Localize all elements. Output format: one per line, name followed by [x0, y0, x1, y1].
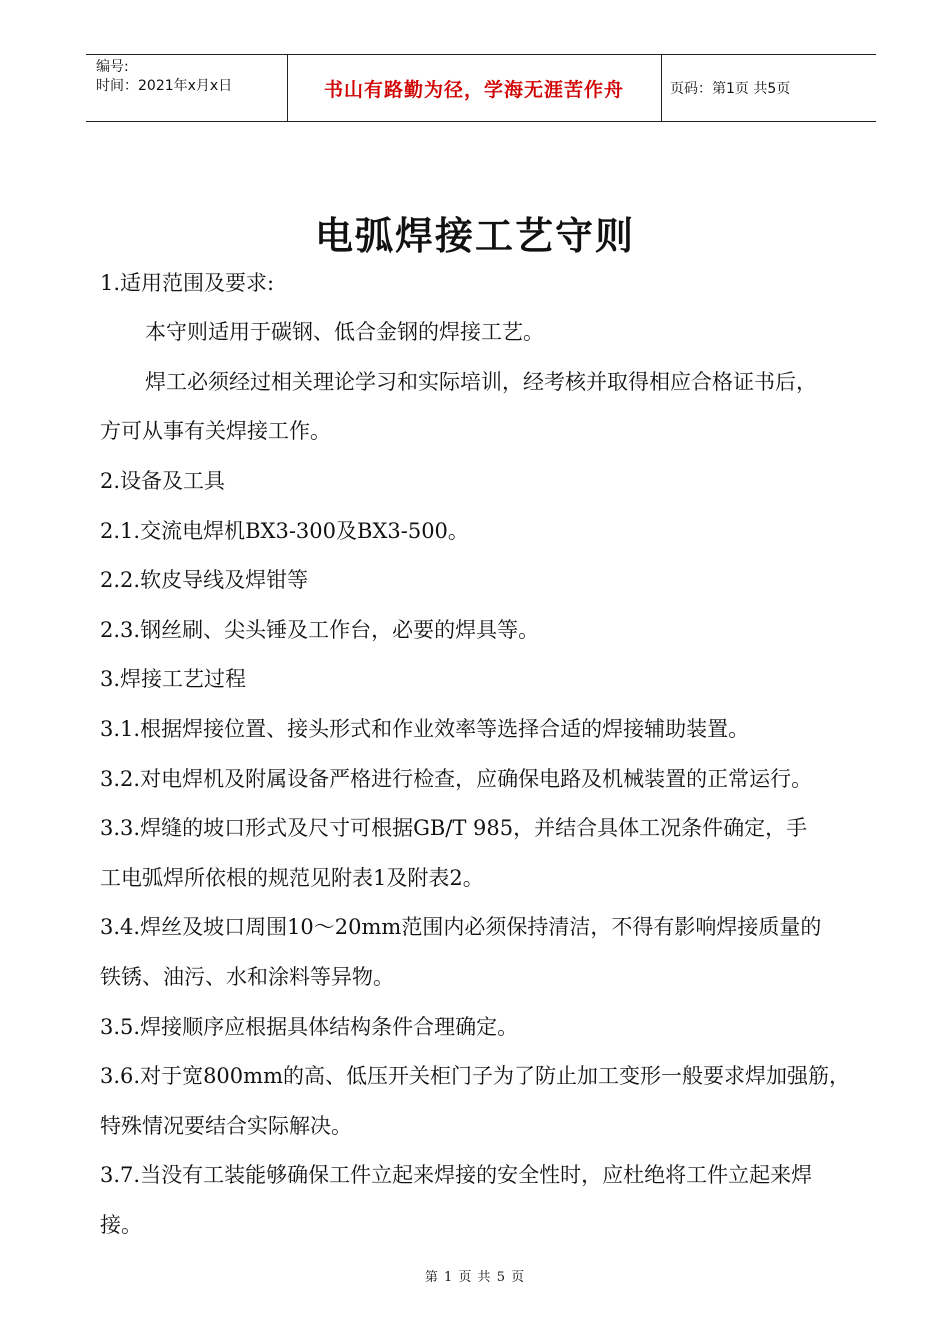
list-item: 3.3.焊缝的坡口形式及尺寸可根据GB/T 985，并结合具体工况条件确定，手 [100, 816, 808, 840]
document-date-label: 时间：2021年x月x日 [96, 78, 233, 94]
list-item-continuation: 接。 [100, 1213, 142, 1237]
header-meta-cell [86, 55, 288, 121]
list-item-continuation: 工电弧焊所依根的规范见附表1及附表2。 [100, 866, 484, 890]
header-page-code: 页码：第1页 共5页 [670, 81, 791, 97]
section-heading: 2.设备及工具 [100, 469, 226, 493]
list-item: 2.3.钢丝刷、尖头锤及工作台，必要的焊具等。 [100, 618, 540, 642]
section-heading: 3.焊接工艺过程 [100, 667, 247, 691]
list-item: 3.5.焊接顺序应根据具体结构条件合理确定。 [100, 1015, 519, 1039]
header-page-cell [661, 55, 876, 121]
list-item: 3.7.当没有工装能够确保工件立起来焊接的安全性时，应杜绝将工件立起来焊 [100, 1163, 813, 1187]
list-item-continuation: 铁锈、油污、水和涂料等异物。 [100, 965, 394, 989]
list-item: 3.1.根据焊接位置、接头形式和作业效率等选择合适的焊接辅助装置。 [100, 717, 750, 741]
list-item: 3.6.对于宽800mm的高、低压开关柜门子为了防止加工变形一般要求焊加强筋， [100, 1064, 850, 1088]
list-item: 3.4.焊丝及坡口周围10～20mm范围内必须保持清洁，不得有影响焊接质量的 [100, 915, 822, 939]
page-footer: 第 1 页 共 5 页 [424, 1270, 526, 1285]
document-title: 电弧焊接工艺守则 [314, 214, 635, 258]
list-item: 2.2.软皮导线及焊钳等 [100, 568, 309, 592]
list-item: 2.1.交流电焊机BX3-300及BX3-500。 [100, 519, 469, 543]
document-number-label: 编号: [96, 59, 129, 75]
section-heading: 1.适用范围及要求: [100, 271, 275, 295]
list-item-continuation: 特殊情况要结合实际解决。 [100, 1114, 352, 1138]
paragraph-line: 方可从事有关焊接工作。 [100, 419, 331, 443]
paragraph-line: 本守则适用于碳钢、低合金钢的焊接工艺。 [145, 320, 544, 344]
list-item: 3.2.对电焊机及附属设备严格进行检查，应确保电路及机械装置的正常运行。 [100, 767, 813, 791]
header-motto-cell [287, 55, 662, 121]
header-table [86, 54, 876, 122]
header-motto: 书山有路勤为径，学海无涯苦作舟 [323, 78, 624, 101]
paragraph-line: 焊工必须经过相关理论学习和实际培训，经考核并取得相应合格证书后， [145, 370, 817, 394]
